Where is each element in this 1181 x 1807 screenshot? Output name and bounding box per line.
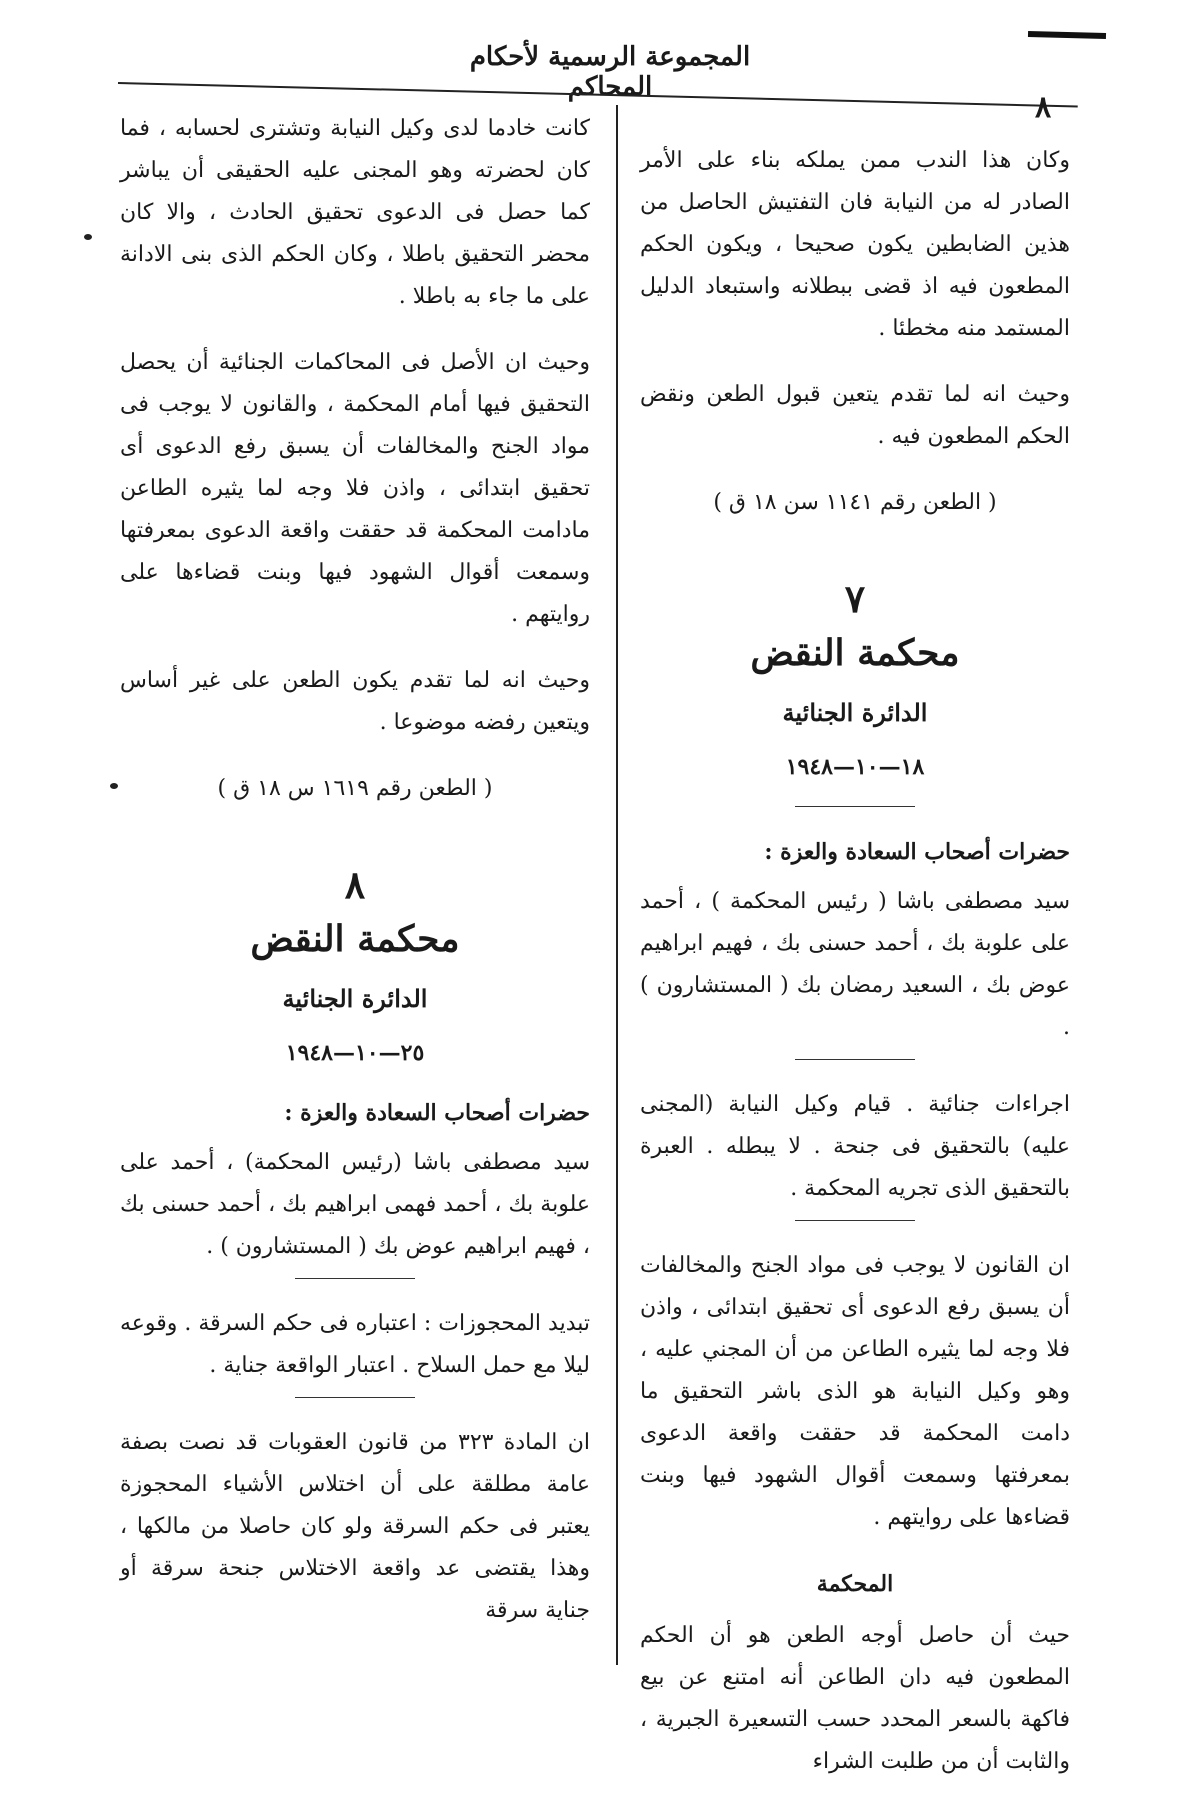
section-rule: [795, 1059, 915, 1060]
bench-heading: حضرات أصحاب السعادة والعزة :: [764, 839, 1070, 865]
stray-mark: [84, 234, 92, 240]
bench-members: سيد مصطفى باشا (رئيس المحكمة) ، أحمد على علوبة بك ، أحمد فهمى ابراهيم بك ، أحمد حسنى بك ، فهيم ابراهيم عوض بك ( المستشارون ) .: [120, 1150, 590, 1259]
bench-members: سيد مصطفى باشا ( رئيس المحكمة ) ، أحمد على علوبة بك ، أحمد حسنى بك ، فهيم ابراهيم عوض بك ، السعيد رمضان بك ( المستشارون ) .: [640, 889, 1070, 1040]
circuit-name: الدائرة الجنائية: [782, 698, 928, 727]
stray-mark: [110, 783, 118, 789]
case-summary: تبديد المحجوزات : اعتباره فى حكم السرقة . وقوعه ليلا مع حمل السلاح . اعتبار الواقعة جناية .: [119, 1311, 590, 1378]
running-title: المجموعة الرسمية لأحكام المحاكم: [469, 42, 751, 102]
case-summary: اجراءات جنائية . قيام وكيل النيابة (المجنى عليه) بالتحقيق فى جنحة . لا يبطله . العبرة بالتحقيق الذى تجريه المحكمة .: [640, 1092, 1070, 1201]
closing-paragraph: وحيث انه لما تقدم يتعين قبول الطعن ونقض الحكم المطعون فيه .: [640, 382, 1070, 449]
section-rule: [795, 806, 915, 807]
case-date: ١٨—١٠—١٩٤٨: [785, 754, 925, 780]
court-name: محكمة النقض: [250, 918, 460, 960]
section-rule: [795, 1220, 915, 1221]
legal-principle: ان القانون لا يوجب فى مواد الجنح والمخالفات أن يسبق رفع الدعوى أى تحقيق ابتدائى ، واذن فلا وجه لما يثيره الطاعن من أن المجني عليه ، وهو وكيل النيابة هو الذى باشر التحقيق ما دامت المحكمة قد حققت واقعة الدعوى بمعرفتها وسمعت أقوال الشهود فيها وبنت قضاءها على روايتهم .: [640, 1253, 1070, 1530]
case-number: ٨: [344, 862, 366, 907]
case-citation: ( الطعن رقم ١١٤١ سن ١٨ ق ): [713, 490, 997, 515]
principle-paragraph: وحيث ان الأصل فى المحاكمات الجنائية أن يحصل التحقيق فيها أمام المحكمة ، والقانون لا يوجب فى مواد الجنح والمخالفات أن يسبق رفع الدعوى أى تحقيق ابتدائى ، واذن فلا وجه لما يثيره الطاعن مادامت المحكمة قد حققت واقعة الدعوى بمعرفتها وسمعت أقوال الشهود فيها وبنت قضاءها على روايتهم .: [120, 350, 590, 627]
court-reasoning: حيث أن حاصل أوجه الطعن هو أن الحكم المطعون فيه دان الطاعن أنه امتنع عن بيع فاكهة بالسعر المحدد حسب التسعيرة الجبرية ، والثابت أن من طلبت الشراء: [640, 1623, 1070, 1774]
section-rule: [295, 1397, 415, 1398]
court-name: محكمة النقض: [750, 632, 960, 674]
case-number: ٧: [844, 576, 866, 621]
right-column: [640, 140, 1070, 1807]
section-rule: [295, 1278, 415, 1279]
column-divider: [616, 105, 618, 1665]
continuation-paragraph: كانت خادما لدى وكيل النيابة وتشترى لحسابه ، فما كان لحضرته وهو المجنى عليه الحقيقى أن يباشر كما حصل فى الدعوى تحقيق الحادث ، والا كان محضر التحقيق باطلا ، وكان الحكم الذى بنى الادانة على ما جاء به باطلا .: [120, 116, 590, 309]
court-heading: المحكمة: [816, 1571, 894, 1597]
rejection-paragraph: وحيث انه لما تقدم يكون الطعن على غير أساس ويتعين رفضه موضوعا .: [120, 668, 590, 735]
legal-principle: ان المادة ٣٢٣ من قانون العقوبات قد نصت بصفة عامة مطلقة على أن اختلاس الأشياء المحجوزة يعتبر فى حكم السرقة ولو كان حاصلا من مالكها ، وهذا يقتضى عد واقعة الاختلاس جنحة سرقة أو جناية سرقة: [120, 1430, 590, 1623]
opening-paragraph: وكان هذا الندب ممن يملكه بناء على الأمر الصادر له من النيابة فان التفتيش الحاصل من هذين الضابطين يكون صحيحا ، ويكون الحكم المطعون فيه اذ قضى ببطلانه واستبعاد الدليل المستمد منه مخطئا .: [640, 148, 1070, 341]
page-header: [0, 0, 1181, 125]
corner-mark: [1028, 31, 1106, 39]
left-column: [120, 108, 590, 1656]
page-number: ٨: [1035, 90, 1052, 125]
circuit-name: الدائرة الجنائية: [282, 984, 428, 1013]
case-citation: ( الطعن رقم ١٦١٩ س ١٨ ق ): [217, 776, 493, 801]
bench-heading: حضرات أصحاب السعادة والعزة :: [284, 1100, 590, 1126]
case-date: ٢٥—١٠—١٩٤٨: [285, 1040, 425, 1066]
